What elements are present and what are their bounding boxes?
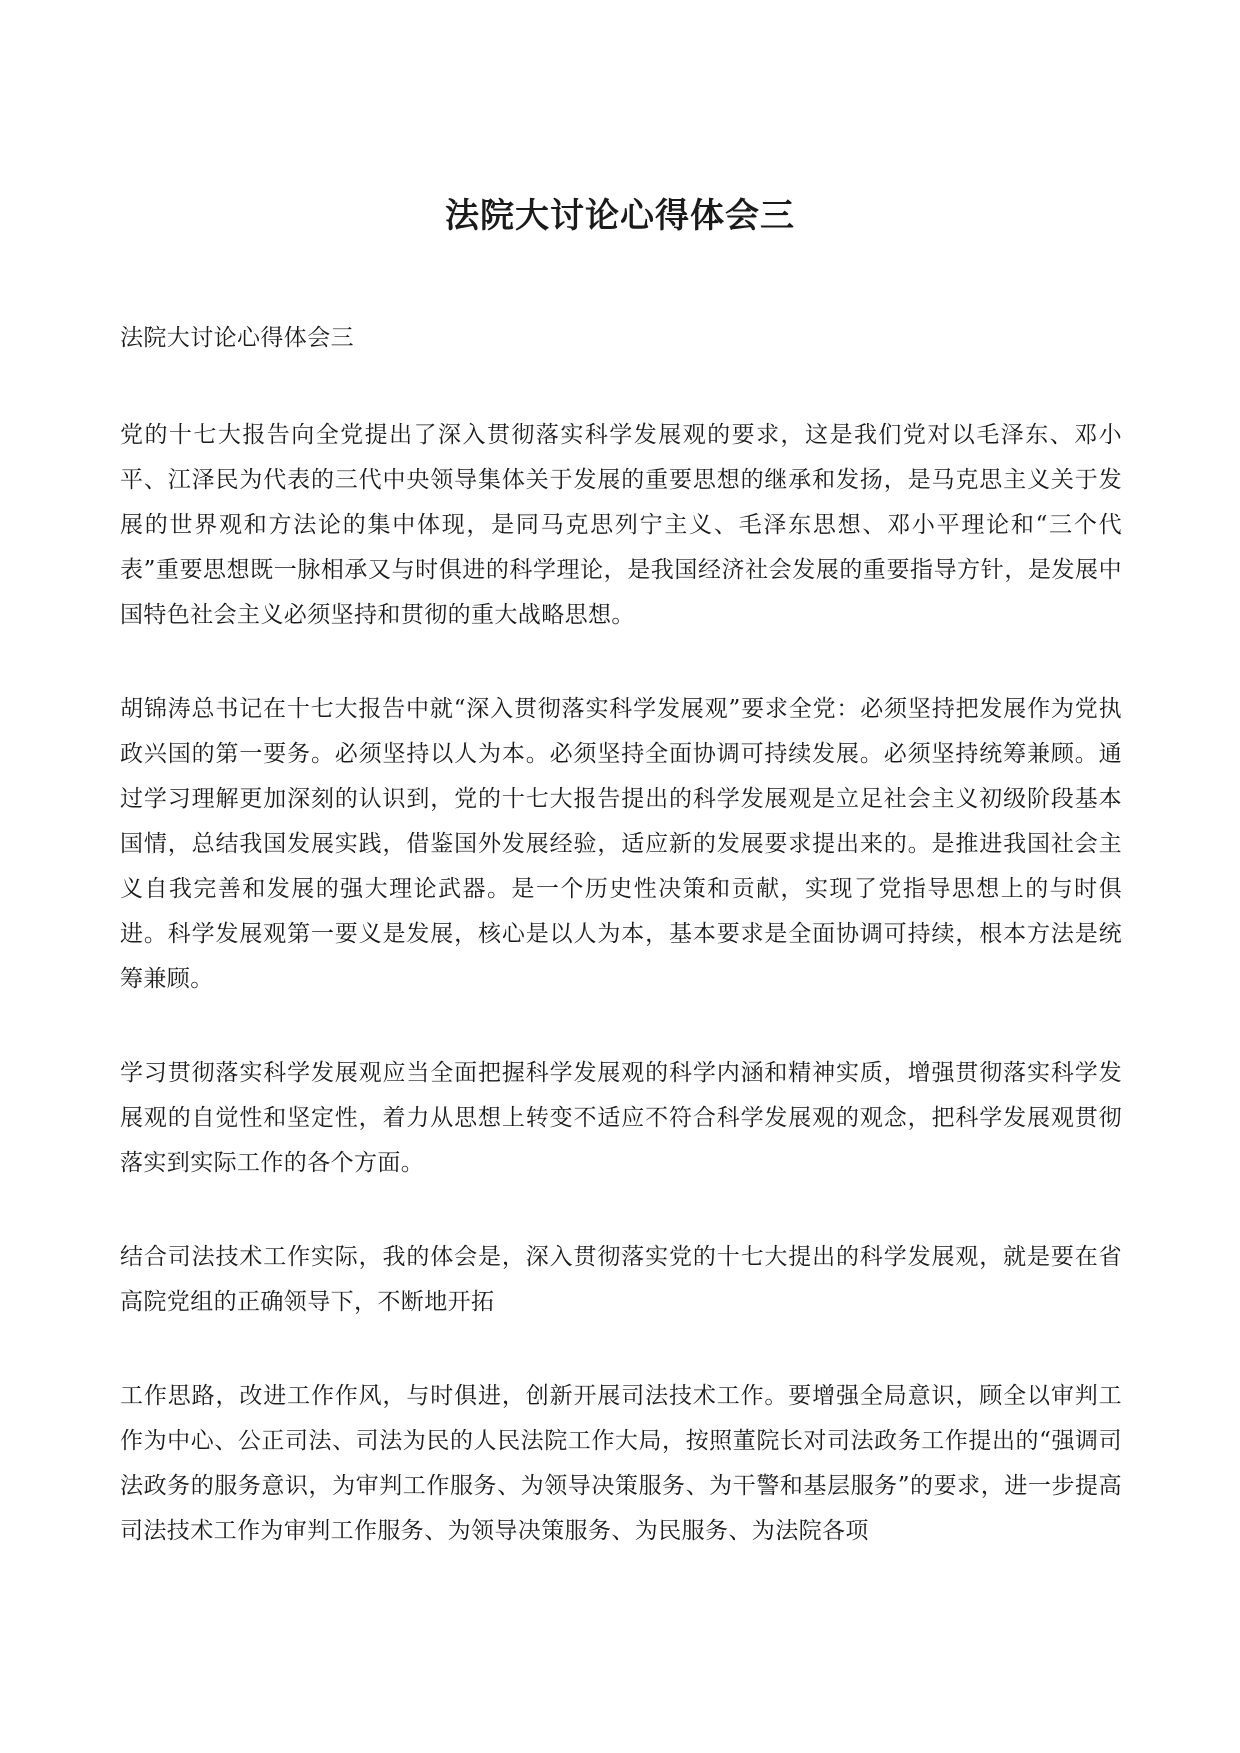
document-subtitle: 法院大讨论心得体会三 — [120, 325, 354, 351]
document-body — [120, 316, 1122, 1603]
paragraph-5: 工作思路，改进工作作风，与时俱进，创新开展司法技术工作。要增强全局意识，顾全以审判工作为中心、公正司法、司法为民的人民法院工作大局，按照董院长对司法政务工作提出的“强调司法政务的服务意识，为审判工作服务、为领导决策服务、为干警和基层服务”的要求，进一步提高司法技术工作为审判工作服务、为领导决策服务、为民服务、为法院各项 — [120, 1383, 1122, 1544]
paragraph-4: 结合司法技术工作实际，我的体会是，深入贯彻落实党的十七大提出的科学发展观，就是要在省高院党组的正确领导下，不断地开拓 — [120, 1244, 1122, 1315]
document-title: 法院大讨论心得体会三 — [445, 196, 795, 236]
paragraph-2: 胡锦涛总书记在十七大报告中就“深入贯彻落实科学发展观”要求全党：必须坚持把发展作为党执政兴国的第一要务。必须坚持以人为本。必须坚持全面协调可持续发展。必须坚持统筹兼顾。通过学习理解更加深刻的认识到，党的十七大报告提出的科学发展观是立足社会主义初级阶段基本国情，总结我国发展实践，借鉴国外发展经验，适应新的发展要求提出来的。是推进我国社会主义自我完善和发展的强大理论武器。是一个历史性决策和贡献，实现了党指导思想上的与时俱进。科学发展观第一要义是发展，核心是以人为本，基本要求是全面协调可持续，根本方法是统筹兼顾。 — [120, 696, 1122, 992]
paragraph-1: 党的十七大报告向全党提出了深入贯彻落实科学发展观的要求，这是我们党对以毛泽东、邓小平、江泽民为代表的三代中央领导集体关于发展的重要思想的继承和发扬，是马克思主义关于发展的世界观和方法论的集中体现，是同马克思列宁主义、毛泽东思想、邓小平理论和“三个代表”重要思想既一脉相承又与时俱进的科学理论，是我国经济社会发展的重要指导方针，是发展中国特色社会主义必须坚持和贯彻的重大战略思想。 — [120, 422, 1122, 628]
paragraph-3: 学习贯彻落实科学发展观应当全面把握科学发展观的科学内涵和精神实质，增强贯彻落实科学发展观的自觉性和坚定性，着力从思想上转变不适应不符合科学发展观的观念，把科学发展观贯彻落实到实际工作的各个方面。 — [120, 1060, 1122, 1176]
